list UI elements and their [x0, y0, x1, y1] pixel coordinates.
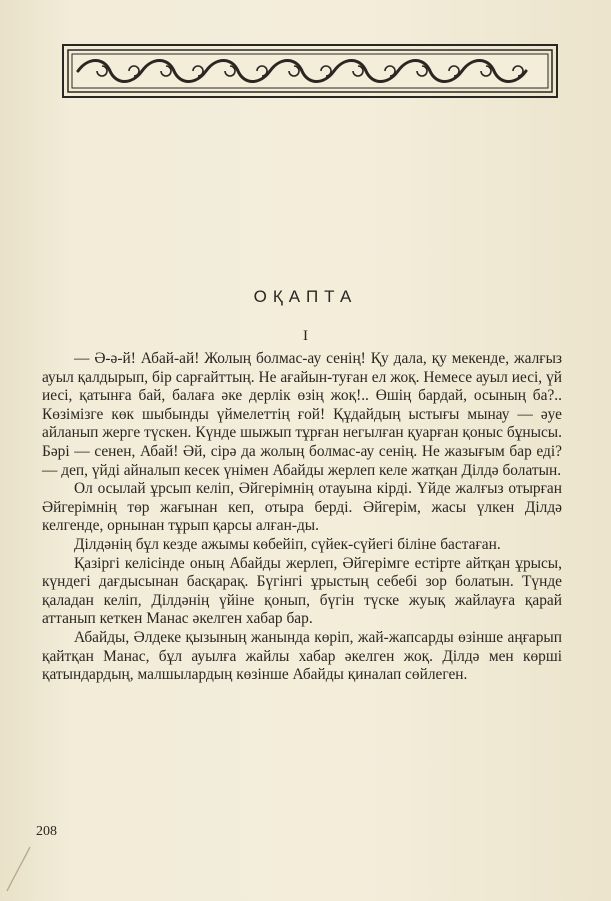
paragraph: Ол осылай ұрсып келіп, Әйгерімнің отауына кірді. Үйде жалғыз отырған Әйгерімнің төр жағынан кеп, отыра берді. Әйгерім, жасы үлкен Ділдә келгенде, орнынан тұрып қарсы алған-ды.	[42, 480, 562, 535]
pencil-mark	[4, 845, 34, 895]
paragraph: — Ә-ә-й! Абай-ай! Жолың болмас-ау сенің! Қу дала, қу мекенде, жалғыз ауыл қалдырып, бір сарғайттың. Не ағайын-туған ел жоқ. Немесе ауыл иесі, үй иесі, қатынға бай, балаға әке дерлік өзің жоқ!.. Өшің бардай, осының ба?.. Көзімізге көк шыбынды үймелеттің ғой! Құдайдың ыстығы мынау — әуе айланып жерге түскен. Күнде шыжып тұрған негылған қуарған қоныс бұнысы. Бәрі — сенен, Абай! Әй, сірә да жолың болмас-ау сенің. Не жазығым бар еді? — деп, үйді айналып кесек үнімен Абайды жерлеп келе жатқан Ділдә болатын.	[42, 350, 562, 479]
page-number: 208	[36, 824, 57, 839]
paragraph: Қазіргі келісінде оның Абайды жерлеп, Әйгерімге естірте айтқан ұрысы, күндегі дағдысынан басқарақ. Бүгінгі ұрыстың себебі зор болатын. Түнде қаладан келіп, Ділдәнің үйіне қонып, бүгін түске жуық жайлауға қарай аттанып кеткен Манас әкелген хабар бар.	[42, 554, 562, 628]
ornamental-border-icon	[62, 44, 558, 98]
paragraph: Абайды, Әлдеке қызының жанында көріп, жай-жапсарды өзінше аңғарып қайтқан Манас, бұл ауылға жайлы хабар әкелген жоқ. Ділдә мен көрші қатындардың, малшылардың көзінше Абайды қиналап сөйлеген.	[42, 628, 562, 684]
section-number: I	[303, 328, 308, 344]
chapter-title: ОҚАПТА	[253, 287, 358, 306]
paragraph: Ділдәнің бұл кезде ажымы көбейіп, сүйек-сүйегі біліне бастаған.	[74, 535, 501, 553]
body-text	[42, 350, 562, 685]
